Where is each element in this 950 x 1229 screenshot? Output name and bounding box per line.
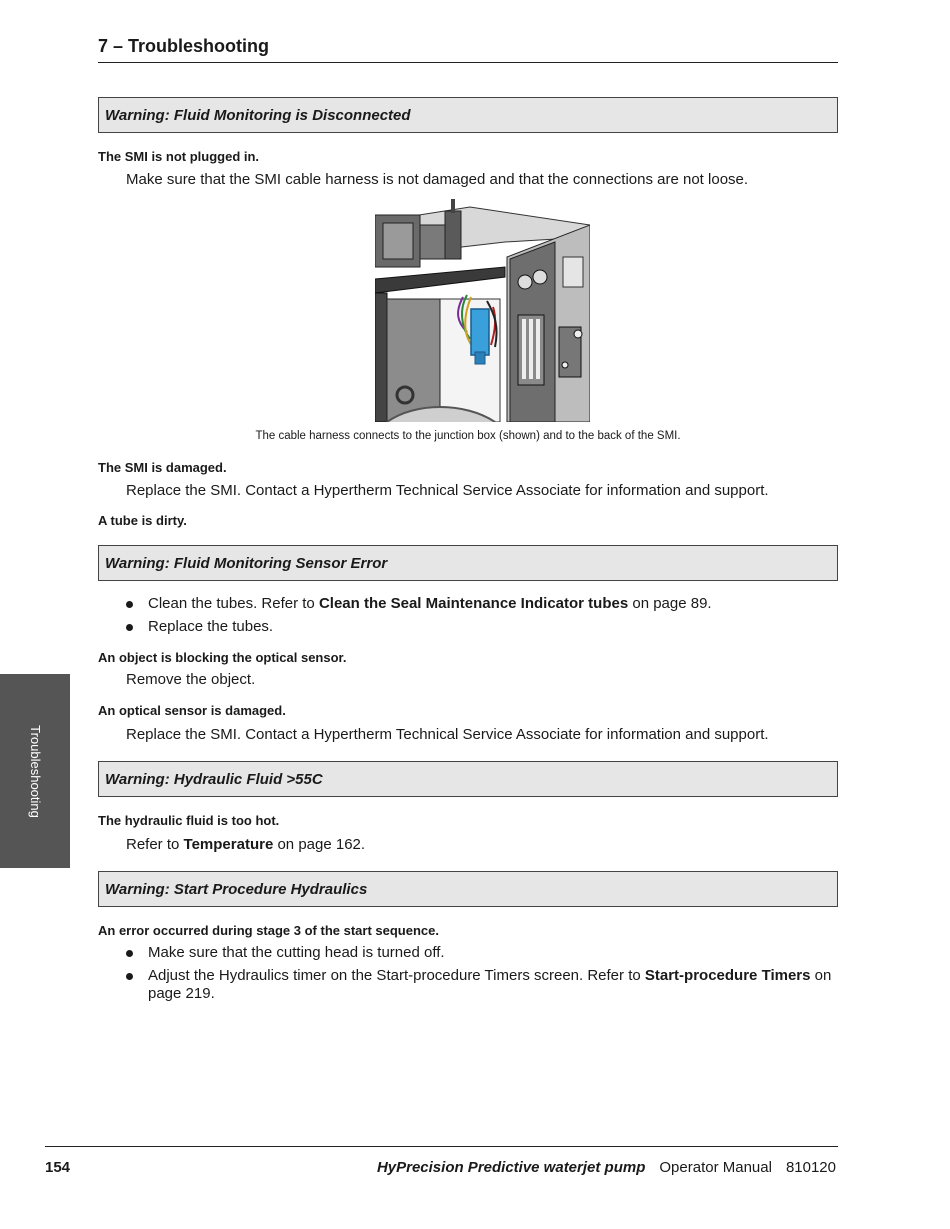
warning-title: Warning: Fluid Monitoring Sensor Error — [105, 554, 388, 572]
action-replace-smi: Replace the SMI. Contact a Hypertherm Technical Service Associate for information and support. — [126, 482, 769, 499]
bullet-text: Replace the tubes. — [148, 618, 274, 635]
bullet-text: on page 89. — [628, 595, 712, 612]
cause-tube-dirty: A tube is dirty. — [98, 513, 187, 528]
bullet-dot — [126, 601, 133, 608]
chapter-title: 7 – Troubleshooting — [98, 36, 270, 56]
junction-box-illustration — [375, 197, 590, 422]
bullet-replace-tubes — [126, 618, 838, 636]
warning-box-start-procedure-hydraulics — [98, 871, 838, 907]
bullet-cutting-head-off — [126, 944, 838, 962]
action-remove-object: Remove the object. — [126, 671, 256, 688]
cause-object-blocking: An object is blocking the optical sensor. — [98, 650, 347, 665]
warning-box-fluid-monitoring-sensor-error — [98, 545, 838, 581]
body-text: on page 162. — [273, 836, 366, 853]
bullet-text: Make sure that the cutting head is turned off. — [148, 944, 445, 961]
action-refer-temperature — [126, 836, 365, 853]
link-start-procedure-timers[interactable]: Start-procedure Timers — [644, 967, 811, 984]
warning-box-fluid-monitoring-disconnected — [98, 97, 838, 133]
cause-smi-damaged: The SMI is damaged. — [98, 460, 227, 475]
bullet-text: Clean the tubes. Refer to — [148, 595, 319, 612]
bullet-text: Adjust the Hydraulics timer on the Start-procedure Timers screen. Refer to — [148, 967, 645, 984]
footer-doc-info — [377, 1159, 836, 1176]
bullet-clean-tubes — [126, 595, 838, 613]
bullet-adjust-timer — [126, 967, 838, 1003]
product-name: HyPrecision Predictive waterjet pump — [376, 1159, 646, 1176]
warning-title: Warning: Fluid Monitoring is Disconnected — [105, 106, 411, 124]
doc-type: Operator Manual — [659, 1159, 772, 1176]
link-temperature[interactable]: Temperature — [183, 836, 274, 853]
bullet-text: on page 219. — [148, 967, 832, 1002]
cause-smi-not-plugged: The SMI is not plugged in. — [98, 149, 260, 164]
bullet-dot — [126, 973, 133, 980]
footer — [45, 1159, 838, 1181]
doc-number: 810120 — [785, 1159, 836, 1176]
page-number: 154 — [45, 1159, 71, 1176]
side-tab-label: Troubleshooting — [27, 724, 43, 818]
side-tab-troubleshooting[interactable] — [0, 674, 70, 868]
cause-stage3-error: An error occurred during stage 3 of the start sequence. — [98, 923, 439, 938]
body-text: Refer to — [126, 836, 184, 853]
action-check-harness: Make sure that the SMI cable harness is not damaged and that the connections are not loose. — [126, 171, 749, 188]
bullet-dot — [126, 624, 133, 631]
action-replace-smi-2: Replace the SMI. Contact a Hypertherm Technical Service Associate for information and support. — [126, 726, 769, 743]
cause-fluid-too-hot: The hydraulic fluid is too hot. — [98, 813, 280, 828]
warning-box-hydraulic-fluid — [98, 761, 838, 797]
footer-rule — [45, 1146, 838, 1147]
cause-optical-sensor-damaged: An optical sensor is damaged. — [98, 703, 286, 718]
figure-caption: The cable harness connects to the junction box (shown) and to the back of the SMI. — [255, 430, 681, 442]
chapter-header — [98, 36, 838, 63]
link-clean-smi-tubes[interactable]: Clean the Seal Maintenance Indicator tubes — [318, 595, 629, 612]
bullet-dot — [126, 950, 133, 957]
warning-title: Warning: Hydraulic Fluid >55C — [105, 770, 323, 788]
warning-title: Warning: Start Procedure Hydraulics — [105, 880, 368, 898]
